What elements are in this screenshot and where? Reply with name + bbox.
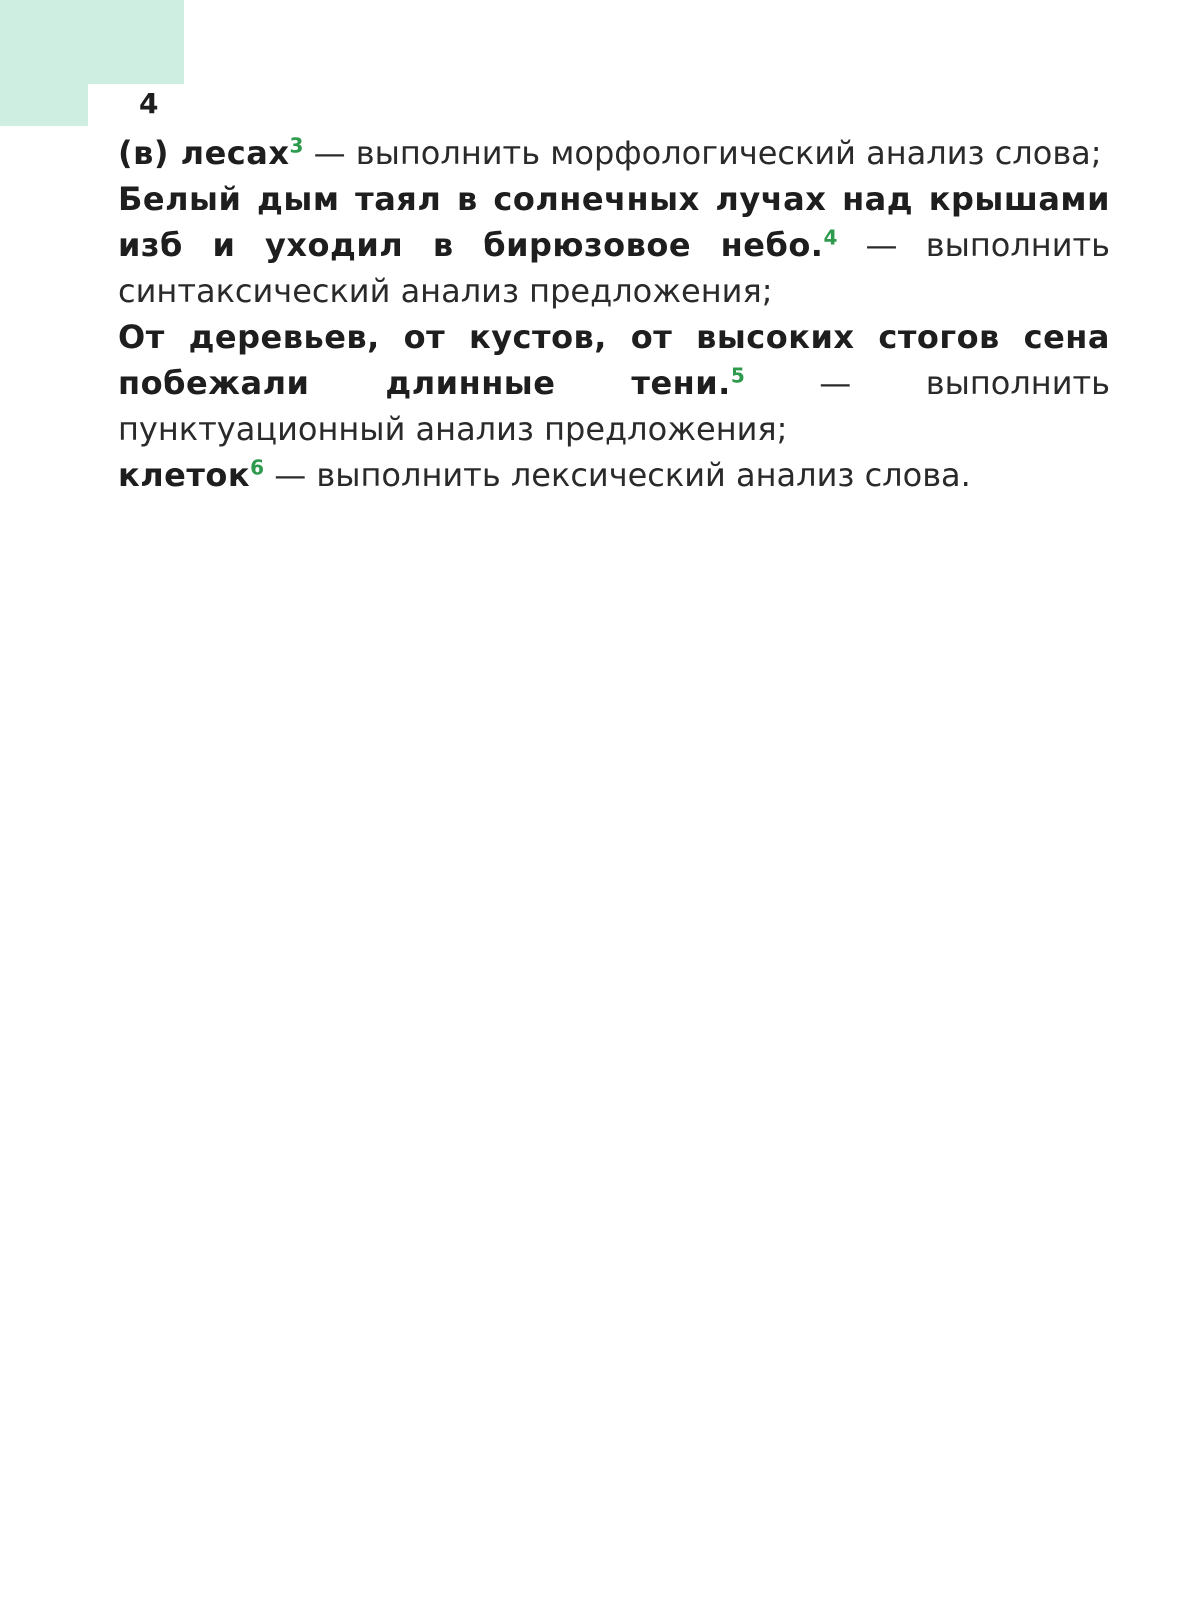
footnote-marker: 4 [823,225,838,250]
footnote-marker: 5 [730,363,745,388]
task-item [118,314,1110,452]
task-phrase: Белый дым таял в солнечных лучах над крышами изб и уходил в бирюзовое небо. [118,180,1110,264]
task-item [118,130,1110,176]
footnote-marker: 3 [289,133,304,158]
task-instruction: — выполнить синтаксический анализ предложения; [118,226,1111,310]
page-corner-tab-step [0,84,88,126]
task-phrase: От деревьев, от кустов, от высоких стогов сена побежали длинные тени. [118,318,1110,402]
page-corner-tab [0,0,184,84]
footnote-marker: 6 [250,455,265,480]
task-instruction: — выполнить лексический анализ слова. [264,456,971,494]
task-instruction: — выполнить пунктуационный анализ предложения; [118,364,1110,448]
task-item [118,176,1110,314]
task-list [118,130,1110,498]
task-item [118,452,1110,498]
task-instruction: — выполнить морфологический анализ слова; [303,134,1102,172]
page-number: 4 [139,87,159,120]
task-phrase: клеток [118,456,251,494]
task-phrase: (в) лесах [118,134,290,172]
